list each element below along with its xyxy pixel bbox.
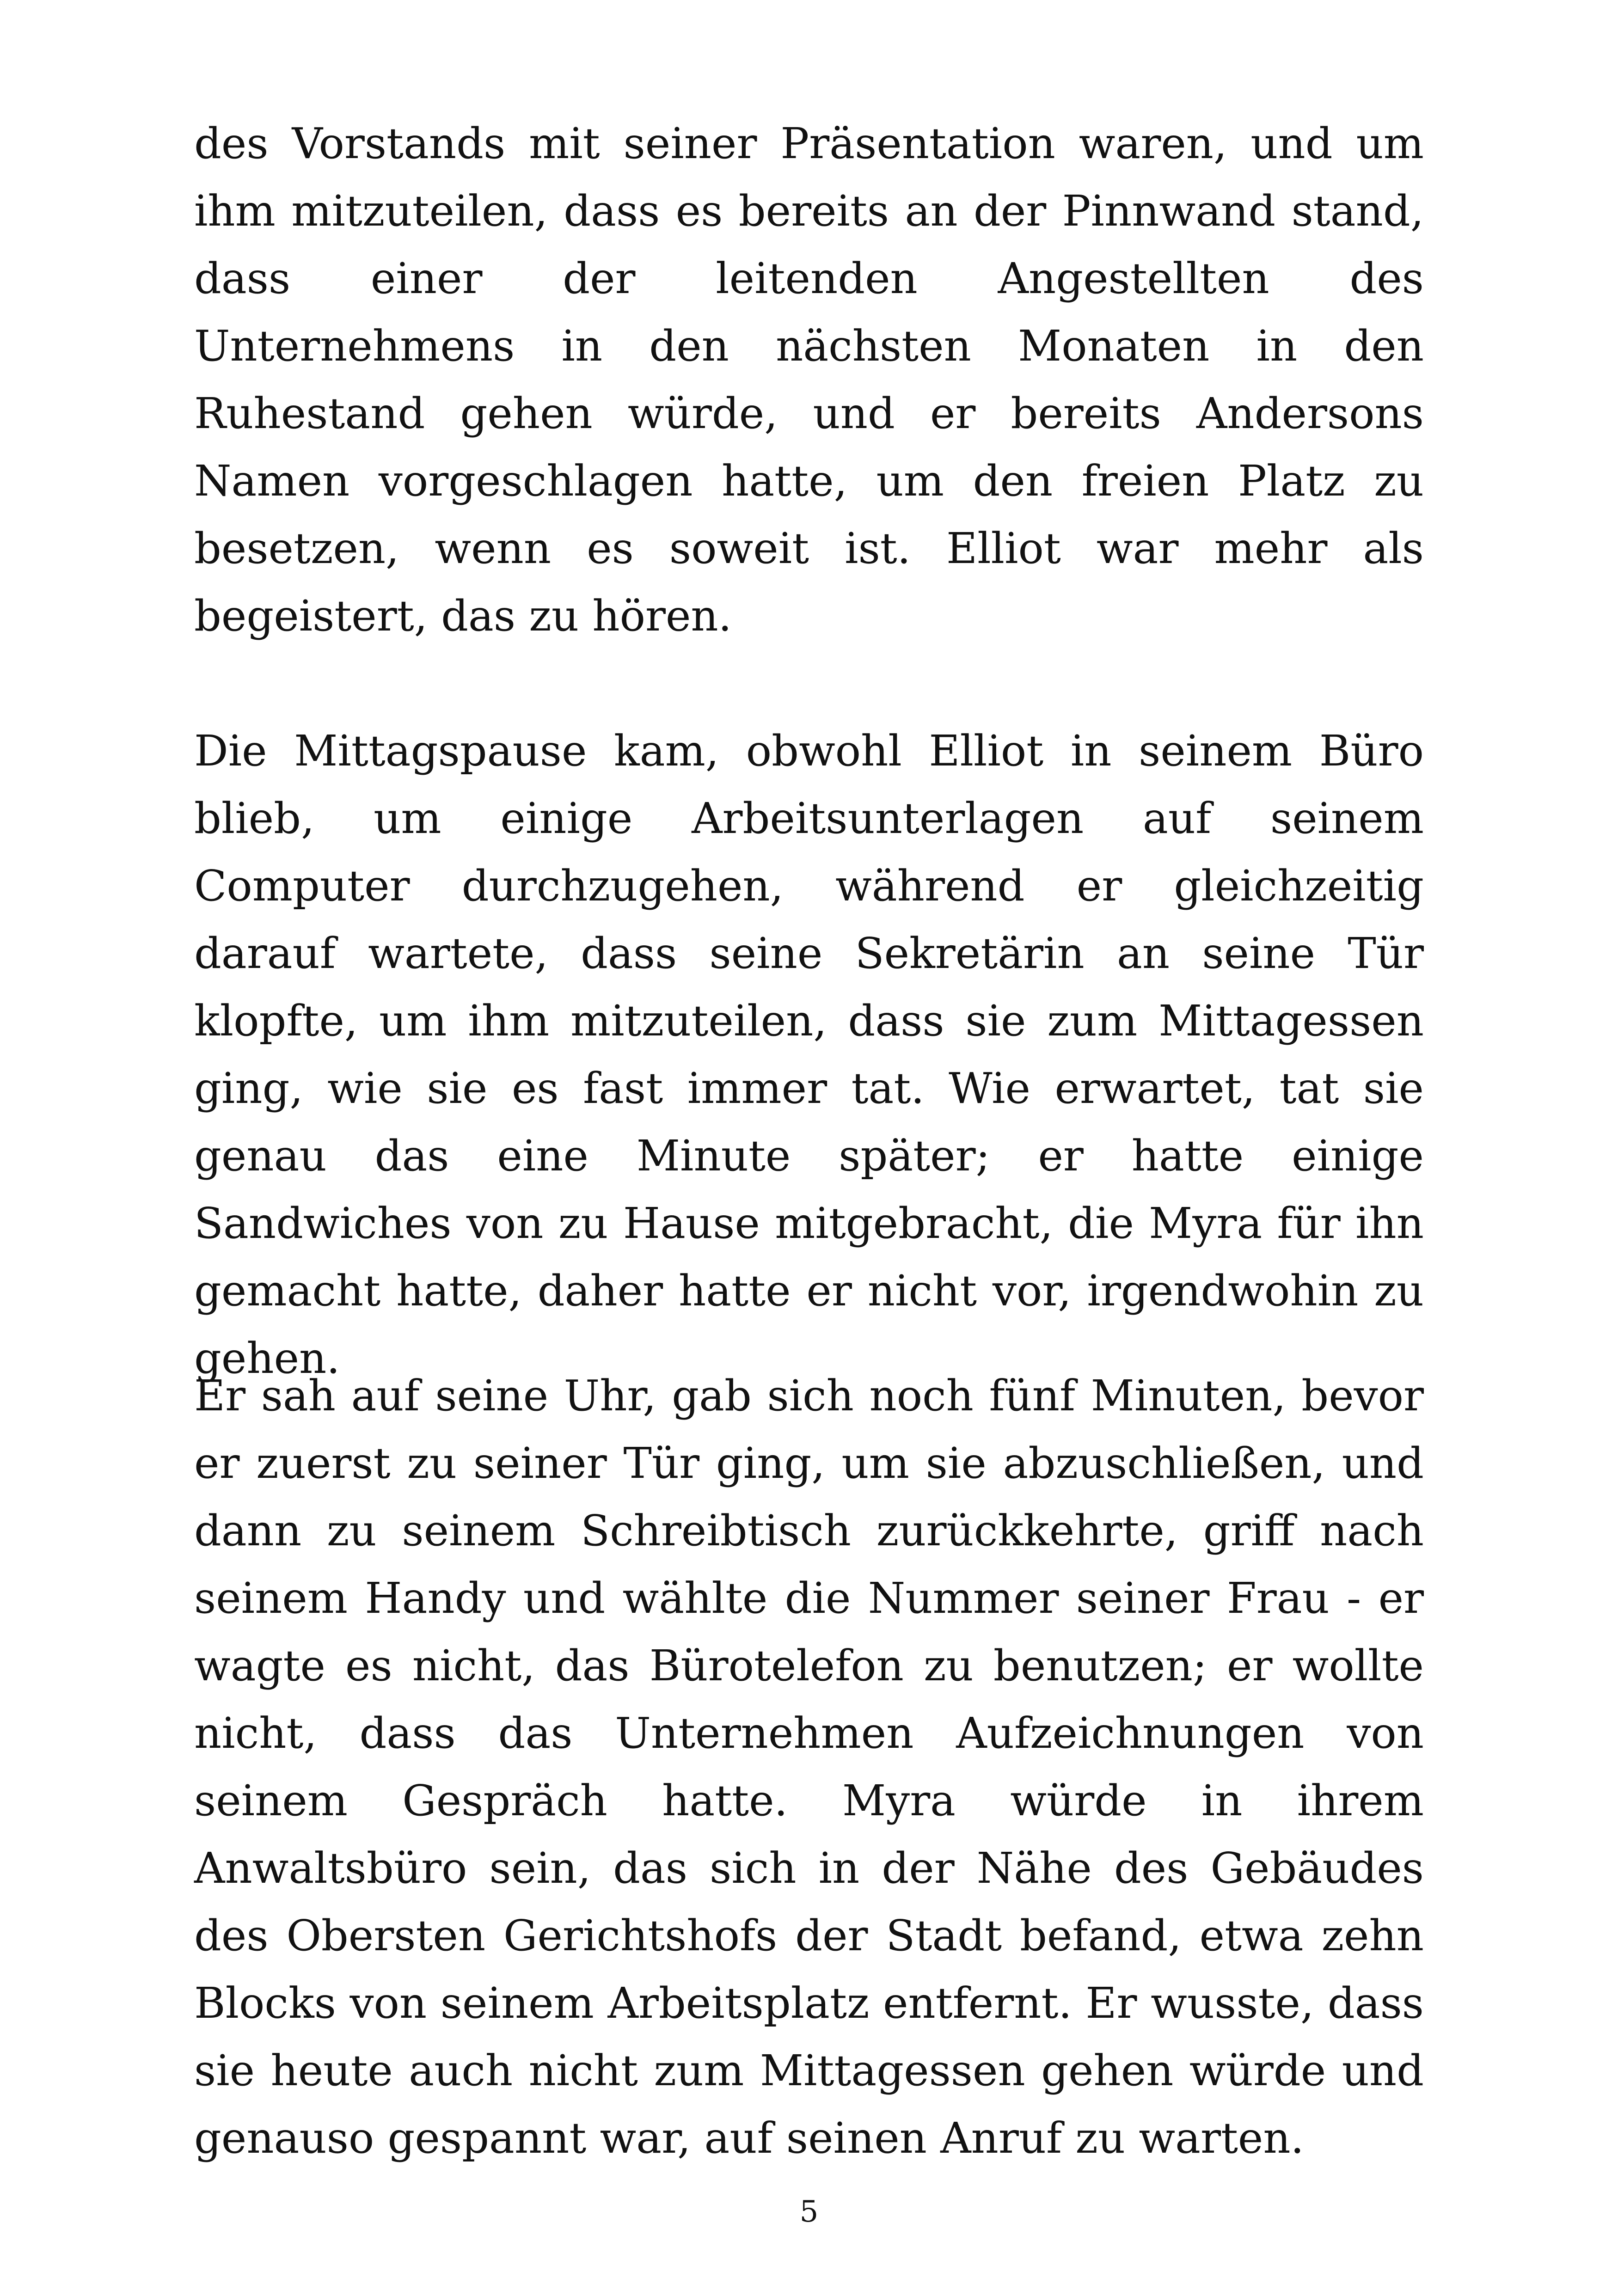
paragraph-text: des Vorstands mit seiner Präsentation waren, und um ihm mitzuteilen, dass es bereits an der Pinnwand stand, dass einer der leitenden Angestellten des Unternehmens in den nächsten Monaten in den Ruhestand gehen würde, und er bereits Andersons Namen vorgeschlagen hatte, um den freien Platz zu besetzen, wenn es soweit ist. Elliot war mehr als begeistert, das zu hören. [194, 119, 1424, 641]
paragraph-text: Die Mittagspause kam, obwohl Elliot in seinem Büro blieb, um einige Arbeitsunterlagen auf seinem Computer durchzugehen, während er gleichzeitig darauf wartete, dass seine Sekretärin an seine Tür klopfte, um ihm mitzuteilen, dass sie zum Mittagessen ging, wie sie es fast immer tat. Wie erwartet, tat sie genau das eine Minute später; er hatte einige Sandwiches von zu Hause mitgebracht, die Myra für ihn gemacht hatte, daher hatte er nicht vor, irgendwohin zu gehen. [194, 726, 1424, 1383]
paragraph-continued [194, 110, 1424, 650]
paragraph-phone-call [194, 1362, 1424, 2172]
page-number: 5 [799, 2195, 819, 2229]
paragraph-lunch-break [194, 717, 1424, 1392]
paragraph-text: Er sah auf seine Uhr, gab sich noch fünf Minuten, bevor er zuerst zu seiner Tür ging, um sie abzuschließen, und dann zu seinem Schreibtisch zurückkehrte, griff nach seinem Handy und wählte die Nummer seiner Frau - er wagte es nicht, das Bürotelefon zu benutzen; er wollte nicht, dass das Unternehmen Aufzeichnungen von seinem Gespräch hatte. Myra würde in ihrem Anwaltsbüro sein, das sich in der Nähe des Gebäudes des Obersten Gerichtshofs der Stadt befand, etwa zehn Blocks von seinem Arbeitsplatz entfernt. Er wusste, dass sie heute auch nicht zum Mittagessen gehen würde und genauso gespannt war, auf seinen Anruf zu warten. [194, 1371, 1424, 2163]
